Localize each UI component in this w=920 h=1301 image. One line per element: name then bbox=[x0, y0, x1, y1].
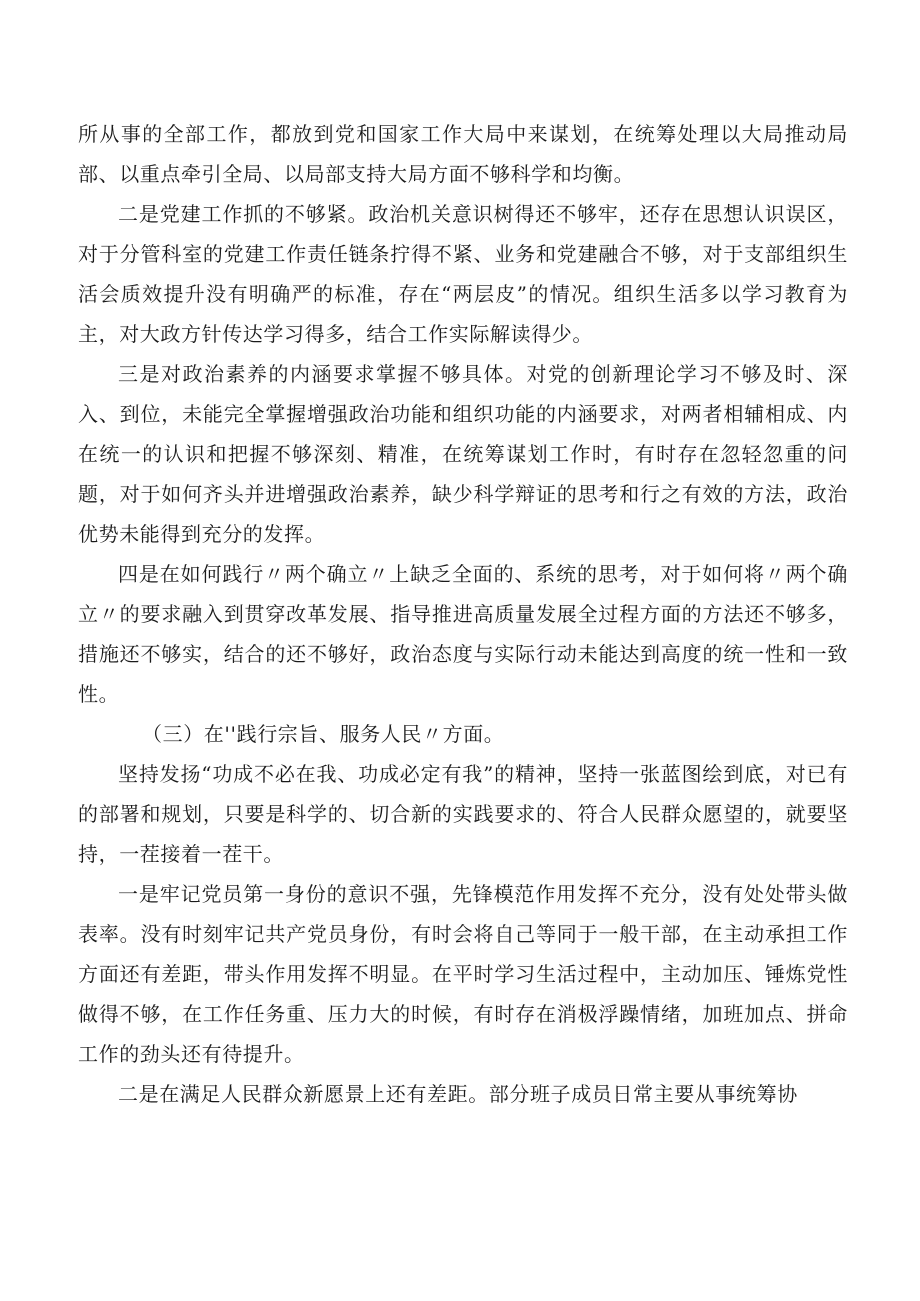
section-heading-serve-people: （三）在''践行宗旨、服务人民〃方面。 bbox=[142, 722, 505, 746]
paragraph-political-literacy: 三是对政治素养的内涵要求掌握不够具体。对党的创新理论学习不够及时、深入、到位，未能完全掌握增强政治功能和组织功能的内涵要求，对两者相辅相成、内在统一的认识和把握不够深刻、精准，在统筹谋划工作时，有时存在忽轻忽重的问题，对于如何齐头并进增强政治素养，缺少科学辩证的思考和行之有效的方法，政治优势未能得到充分的发挥。 bbox=[78, 362, 848, 546]
paragraph-continuation: 所从事的全部工作，都放到党和国家工作大局中来谋划，在统筹处理以大局推动局部、以重点牵引全局、以局部支持大局方面不够科学和均衡。 bbox=[78, 122, 848, 186]
document-body bbox=[78, 114, 848, 1114]
paragraph-party-member-identity: 一是牢记党员第一身份的意识不强，先锋模范作用发挥不充分，没有处处带头做表率。没有时刻牢记共产党员身份，有时会将自己等同于一般干部，在主动承担工作方面还有差距，带头作用发挥不明显。在平时学习生活过程中，主动加压、锤炼党性做得不够，在工作任务重、压力大的时候，有时存在消极浮躁情绪，加班加点、拼命工作的劲头还有待提升。 bbox=[78, 882, 848, 1066]
paragraph-party-building: 二是党建工作抓的不够紧。政治机关意识树得还不够牢，还存在思想认识误区，对于分管科室的党建工作责任链条拧得不紧、业务和党建融合不够，对于支部组织生活会质效提升没有明确严的标准，存在“两层皮”的情况。组织生活多以学习教育为主，对大政方针传达学习得多，结合工作实际解读得少。 bbox=[78, 202, 848, 346]
paragraph-two-establishments: 四是在如何践行〃两个确立〃上缺乏全面的、系统的思考，对于如何将〃两个确立〃的要求融入到贯穿改革发展、指导推进高质量发展全过程方面的方法还不够多，措施还不够实，结合的还不够好，政治态度与实际行动未能达到高度的统一性和一致性。 bbox=[78, 562, 848, 706]
paragraph-persist-blueprint: 坚持发扬“功成不必在我、功成必定有我”的精神，坚持一张蓝图绘到底，对已有的部署和规划，只要是科学的、切合新的实践要求的、符合人民群众愿望的，就要坚持，一茬接着一茬干。 bbox=[78, 762, 848, 866]
paragraph-people-expectations: 二是在满足人民群众新愿景上还有差距。部分班子成员日常主要从事统筹协 bbox=[118, 1082, 798, 1106]
